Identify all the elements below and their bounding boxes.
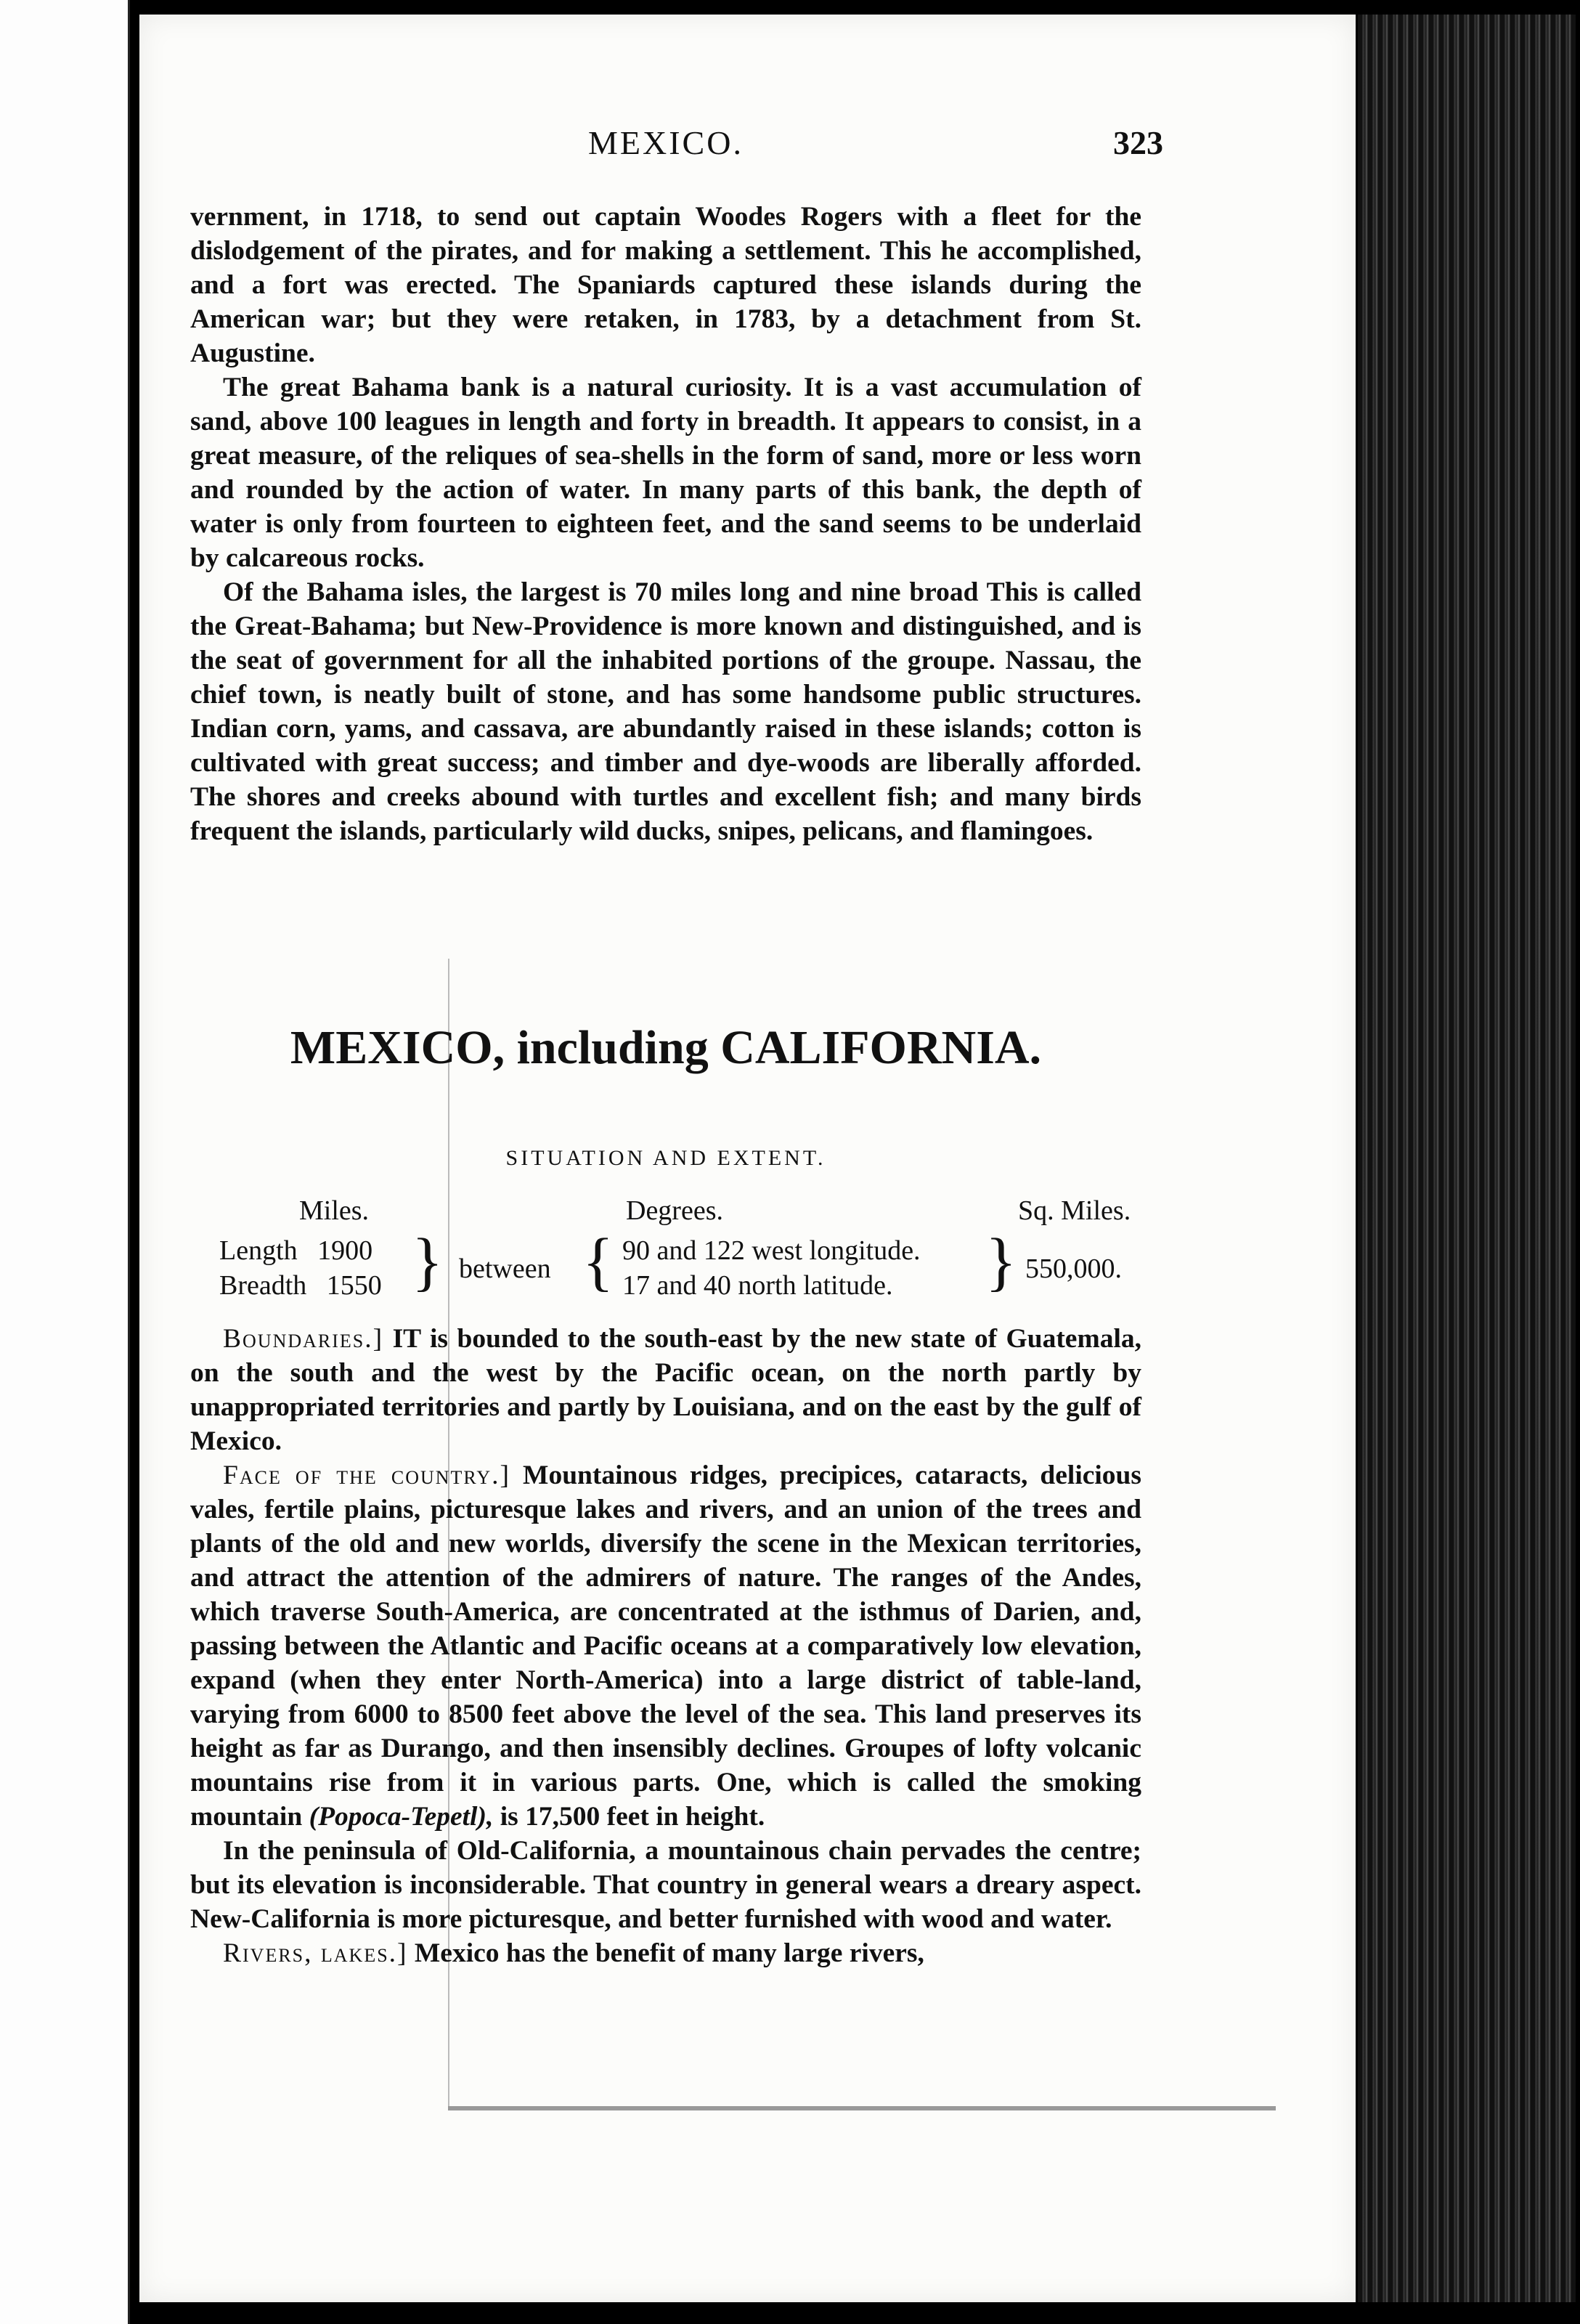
brace-middle: { <box>582 1226 614 1298</box>
row-breadth <box>219 1269 382 1301</box>
sq-miles-value: 550,000. <box>1025 1254 1122 1284</box>
running-head <box>190 123 1163 174</box>
row-breadth-degrees: 17 and 40 north latitude. <box>622 1270 893 1301</box>
left-page-edge <box>0 0 130 2324</box>
printed-map-bleed-bottom <box>448 2106 1276 2110</box>
paragraph-2: The great Bahama bank is a natural curiosity. It is a vast accumulation of sand, above 100 leagues in length and forty in breadth. It appears to consist, in a great measure, of the reliques of sea-shells in the form of sand, more or less worn and rounded by the action of water. In many parts of this bank, the depth of water is only from fourteen to eighteen feet, and the sand seems to be underlaid by calcareous rocks. <box>190 373 1141 573</box>
running-title: MEXICO. <box>588 124 744 161</box>
boundaries-text: IT is bounded to the south-east by the new state of Guatemala, on the south and the west by the Pacific ocean, on the north partly by unappropriated territories and partly by Louisiana, and on the east by the gulf of Mexico. <box>190 1324 1141 1456</box>
book-page <box>139 15 1356 2302</box>
chapter-title: MEXICO, including CALIFORNIA. <box>290 1021 1042 1074</box>
paragraph-1: vernment, in 1718, to send out captain Woodes Rogers with a fleet for the dislodgement of the pirates, and for making a settlement. This he accomplished, and a fort was erected. The Spaniards captured these islands during the American war; but they were retaken, in 1783, by a detachment from St. Augustine. <box>190 202 1141 368</box>
paragraph-3: Of the Bahama isles, the largest is 70 miles long and nine broad This is called the Great-Bahama; but New-Providence is more known and distinguished, and is the seat of government for all the inhabited portions of the groupe. Nassau, the chief town, is neatly built of stone, and has some handsome public structures. Indian corn, yams, and cassava, are abundantly raised in these islands; cotton is cultivated with great success; and timber and dye-woods are liberally afforded. The shores and creeks abound with turtles and excellent fish; and many birds frequent the islands, particularly wild ducks, snipes, pelicans, and flamingoes. <box>190 577 1141 846</box>
section-text <box>190 1322 1141 1970</box>
row-length-miles: 1900 <box>317 1235 373 1266</box>
boundaries-paragraph <box>190 1322 1141 1458</box>
rivers-text: Mexico has the benefit of many large rivers, <box>407 1938 924 1968</box>
california-paragraph <box>190 1834 1141 1936</box>
body-text <box>190 200 1141 848</box>
row-length <box>219 1235 372 1267</box>
book-page-edges <box>1358 15 1576 2302</box>
rivers-heading: Rivers, lakes.] <box>223 1938 408 1968</box>
face-text: Mountainous ridges, precipices, cataracts, delicious vales, fertile plains, picturesque lakes and rivers, and an union of the trees and plants of the old and new worlds, diversify the scene in the Mexican territories, and attract the attention of the admirers of nature. The ranges of the Andes, which traverse South-America, are concentrated at the isthmus of Darien, and, passing between the Atlantic and Pacific oceans at a comparatively low elevation, expand (when they enter North-America) into a large district of table-land, varying from 6000 to 8500 feet above the level of the sea. This land preserves its height as far as Durango, and then insensibly declines. Groupes of lofty volcanic mountains rise from it in various parts. One, which is called the smoking mountain <box>190 1460 1141 1832</box>
header-miles: Miles. <box>299 1195 370 1226</box>
section-heading: SITUATION AND EXTENT. <box>505 1146 826 1170</box>
face-text-after: is 17,500 feet in height. <box>493 1802 765 1832</box>
face-italic: (Popoca-Tepetl), <box>309 1802 494 1832</box>
page-number: 323 <box>1113 124 1163 161</box>
row-length-label: Length <box>219 1235 298 1266</box>
row-breadth-label: Breadth <box>219 1270 307 1301</box>
face-paragraph <box>190 1458 1141 1834</box>
between-text: between <box>459 1254 551 1284</box>
rivers-paragraph <box>190 1936 1141 1970</box>
boundaries-heading: Boundaries.] <box>223 1324 384 1354</box>
brace-left: } <box>412 1226 444 1298</box>
brace-right: } <box>985 1226 1017 1298</box>
header-degrees: Degrees. <box>626 1195 723 1226</box>
header-sq-miles: Sq. Miles. <box>1018 1195 1131 1226</box>
extent-table <box>219 1195 1156 1325</box>
row-breadth-miles: 1550 <box>326 1270 382 1301</box>
california-text: In the peninsula of Old-California, a mountainous chain pervades the centre; but its elevation is inconsiderable. That country in general wears a dreary aspect. New-California is more picturesque, and better furnished with wood and water. <box>190 1836 1141 1934</box>
face-heading: Face of the country.] <box>223 1460 510 1490</box>
row-length-degrees: 90 and 122 west longitude. <box>622 1235 921 1266</box>
